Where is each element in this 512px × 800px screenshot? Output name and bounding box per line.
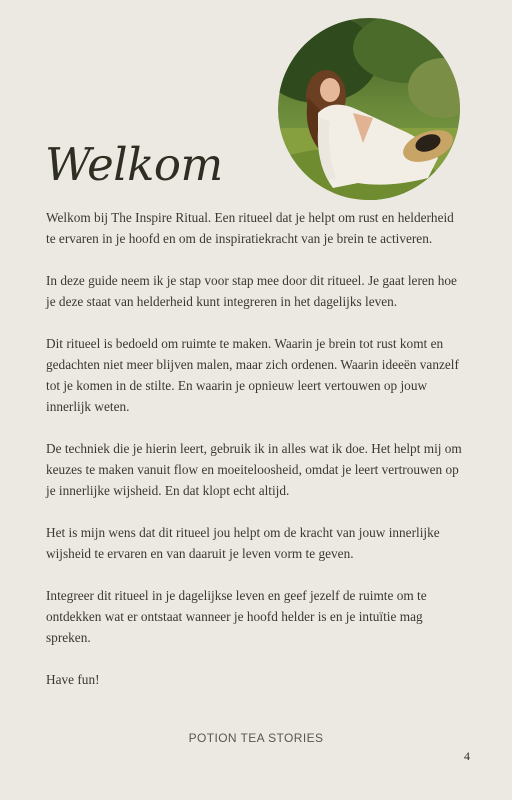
paragraph: Het is mijn wens dat dit ritueel jou helpt om de kracht van jouw innerlijke wijsheid te ervaren en van daaruit je leven vorm te geven.	[46, 525, 440, 561]
footer-brand: POTION TEA STORIES	[188, 731, 324, 745]
paragraph: De techniek die je hierin leert, gebruik ik in alles wat ik doe. Het helpt mij om keuzes te maken vanuit flow en moeiteloosheid, omdat je leert vertrouwen op je innerlijke wijsheid. En dat klopt echt altijd.	[46, 441, 462, 498]
portrait-photo	[278, 18, 460, 200]
body-text	[46, 207, 466, 711]
paragraph: In deze guide neem ik je stap voor stap mee door dit ritueel. Je gaat leren hoe je deze staat van helderheid kunt integreren in het dagelijks leven.	[46, 273, 457, 309]
paragraph: Dit ritueel is bedoeld om ruimte te maken. Waarin je brein tot rust komt en gedachten niet meer blijven malen, maar zich ordenen. Waarin ideeën vanzelf tot je komen in de stilte. En waarin je opnieuw leert vertouwen op jouw innerlijk weten.	[46, 336, 459, 414]
paragraph: Welkom bij The Inspire Ritual. Een ritueel dat je helpt om rust en helderheid te ervaren in je hoofd en om de inspiratiekracht van je brein te activeren.	[46, 210, 454, 246]
page-title: Welkom	[45, 138, 223, 191]
page-number: 4	[464, 749, 470, 763]
paragraph: Integreer dit ritueel in je dagelijkse leven en geef jezelf de ruimte om te ontdekken wat er ontstaat wanneer je hoofd helder is en je intuïtie mag spreken.	[46, 588, 427, 645]
paragraph: Have fun!	[46, 672, 100, 687]
